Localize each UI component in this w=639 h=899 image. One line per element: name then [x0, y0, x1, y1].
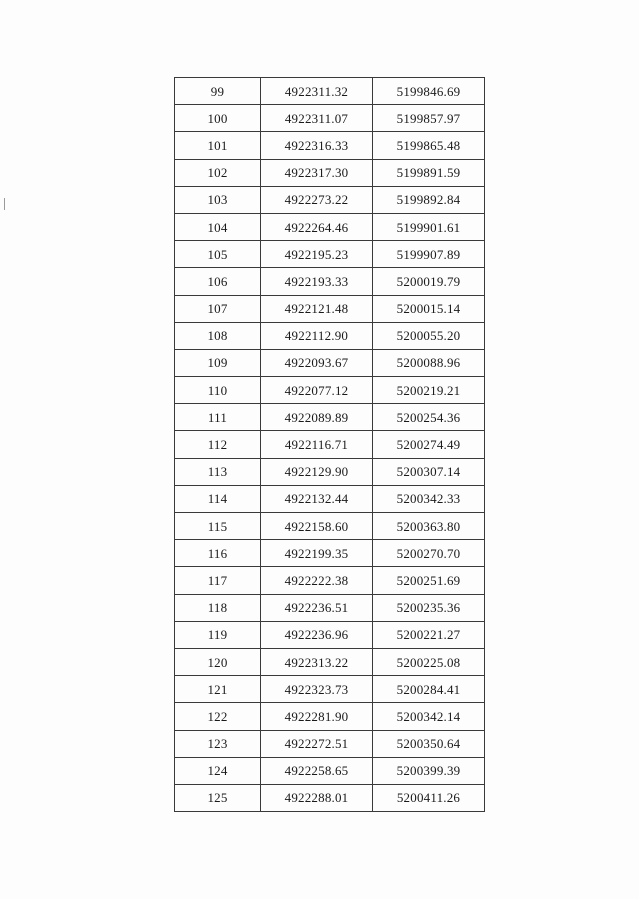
y-coordinate-cell: 5200284.41: [373, 676, 485, 703]
y-coordinate-cell: 5199907.89: [373, 241, 485, 268]
y-coordinate-cell: 5200350.64: [373, 730, 485, 757]
x-coordinate-cell: 4922195.23: [261, 241, 373, 268]
y-coordinate-cell: 5200270.70: [373, 540, 485, 567]
x-coordinate-cell: 4922222.38: [261, 567, 373, 594]
y-coordinate-cell: 5200274.49: [373, 431, 485, 458]
y-coordinate-cell: 5200219.21: [373, 377, 485, 404]
y-coordinate-cell: 5200399.39: [373, 757, 485, 784]
x-coordinate-cell: 4922112.90: [261, 322, 373, 349]
point-number-cell: 100: [175, 105, 261, 132]
point-number-cell: 114: [175, 485, 261, 512]
table-row: [175, 404, 485, 431]
x-coordinate-cell: 4922272.51: [261, 730, 373, 757]
x-coordinate-cell: 4922236.51: [261, 594, 373, 621]
point-number-cell: 125: [175, 784, 261, 811]
x-coordinate-cell: 4922311.07: [261, 105, 373, 132]
coordinate-table: [174, 77, 485, 812]
point-number-cell: 118: [175, 594, 261, 621]
table-row: [175, 132, 485, 159]
y-coordinate-cell: 5200088.96: [373, 349, 485, 376]
y-coordinate-cell: 5200235.36: [373, 594, 485, 621]
x-coordinate-cell: 4922089.89: [261, 404, 373, 431]
table-row: [175, 78, 485, 105]
x-coordinate-cell: 4922281.90: [261, 703, 373, 730]
x-coordinate-cell: 4922193.33: [261, 268, 373, 295]
point-number-cell: 111: [175, 404, 261, 431]
x-coordinate-cell: 4922121.48: [261, 295, 373, 322]
point-number-cell: 117: [175, 567, 261, 594]
point-number-cell: 101: [175, 132, 261, 159]
point-number-cell: 107: [175, 295, 261, 322]
table-row: [175, 105, 485, 132]
x-coordinate-cell: 4922093.67: [261, 349, 373, 376]
y-coordinate-cell: 5199901.61: [373, 213, 485, 240]
x-coordinate-cell: 4922236.96: [261, 621, 373, 648]
table-row: [175, 513, 485, 540]
table-row: [175, 540, 485, 567]
x-coordinate-cell: 4922132.44: [261, 485, 373, 512]
table-row: [175, 676, 485, 703]
point-number-cell: 99: [175, 78, 261, 105]
y-coordinate-cell: 5199892.84: [373, 186, 485, 213]
x-coordinate-cell: 4922288.01: [261, 784, 373, 811]
point-number-cell: 103: [175, 186, 261, 213]
table-row: [175, 241, 485, 268]
table-row: [175, 295, 485, 322]
table-row: [175, 730, 485, 757]
point-number-cell: 108: [175, 322, 261, 349]
table-row: [175, 349, 485, 376]
scan-margin-mark: [4, 198, 5, 210]
x-coordinate-cell: 4922316.33: [261, 132, 373, 159]
table-row: [175, 621, 485, 648]
y-coordinate-cell: 5200221.27: [373, 621, 485, 648]
x-coordinate-cell: 4922311.32: [261, 78, 373, 105]
x-coordinate-cell: 4922199.35: [261, 540, 373, 567]
x-coordinate-cell: 4922158.60: [261, 513, 373, 540]
point-number-cell: 109: [175, 349, 261, 376]
y-coordinate-cell: 5199857.97: [373, 105, 485, 132]
y-coordinate-cell: 5200019.79: [373, 268, 485, 295]
y-coordinate-cell: 5200307.14: [373, 458, 485, 485]
point-number-cell: 106: [175, 268, 261, 295]
point-number-cell: 102: [175, 159, 261, 186]
table-row: [175, 485, 485, 512]
table-row: [175, 186, 485, 213]
x-coordinate-cell: 4922264.46: [261, 213, 373, 240]
table-row: [175, 594, 485, 621]
point-number-cell: 105: [175, 241, 261, 268]
y-coordinate-cell: 5200225.08: [373, 648, 485, 675]
table-row: [175, 377, 485, 404]
table-row: [175, 322, 485, 349]
point-number-cell: 119: [175, 621, 261, 648]
x-coordinate-cell: 4922077.12: [261, 377, 373, 404]
y-coordinate-cell: 5199891.59: [373, 159, 485, 186]
x-coordinate-cell: 4922317.30: [261, 159, 373, 186]
point-number-cell: 124: [175, 757, 261, 784]
point-number-cell: 110: [175, 377, 261, 404]
y-coordinate-cell: 5200254.36: [373, 404, 485, 431]
table-row: [175, 213, 485, 240]
point-number-cell: 122: [175, 703, 261, 730]
point-number-cell: 113: [175, 458, 261, 485]
y-coordinate-cell: 5200015.14: [373, 295, 485, 322]
y-coordinate-cell: 5200411.26: [373, 784, 485, 811]
y-coordinate-cell: 5199846.69: [373, 78, 485, 105]
point-number-cell: 121: [175, 676, 261, 703]
point-number-cell: 104: [175, 213, 261, 240]
x-coordinate-cell: 4922313.22: [261, 648, 373, 675]
point-number-cell: 123: [175, 730, 261, 757]
point-number-cell: 115: [175, 513, 261, 540]
table-row: [175, 757, 485, 784]
point-number-cell: 112: [175, 431, 261, 458]
table-row: [175, 784, 485, 811]
y-coordinate-cell: 5200342.14: [373, 703, 485, 730]
y-coordinate-cell: 5200342.33: [373, 485, 485, 512]
table-row: [175, 648, 485, 675]
y-coordinate-cell: 5199865.48: [373, 132, 485, 159]
x-coordinate-cell: 4922116.71: [261, 431, 373, 458]
point-number-cell: 116: [175, 540, 261, 567]
y-coordinate-cell: 5200251.69: [373, 567, 485, 594]
x-coordinate-cell: 4922258.65: [261, 757, 373, 784]
coordinate-table-body: [175, 78, 485, 812]
y-coordinate-cell: 5200055.20: [373, 322, 485, 349]
table-row: [175, 458, 485, 485]
table-row: [175, 159, 485, 186]
table-row: [175, 431, 485, 458]
x-coordinate-cell: 4922323.73: [261, 676, 373, 703]
table-row: [175, 567, 485, 594]
point-number-cell: 120: [175, 648, 261, 675]
y-coordinate-cell: 5200363.80: [373, 513, 485, 540]
table-row: [175, 268, 485, 295]
x-coordinate-cell: 4922273.22: [261, 186, 373, 213]
x-coordinate-cell: 4922129.90: [261, 458, 373, 485]
table-row: [175, 703, 485, 730]
